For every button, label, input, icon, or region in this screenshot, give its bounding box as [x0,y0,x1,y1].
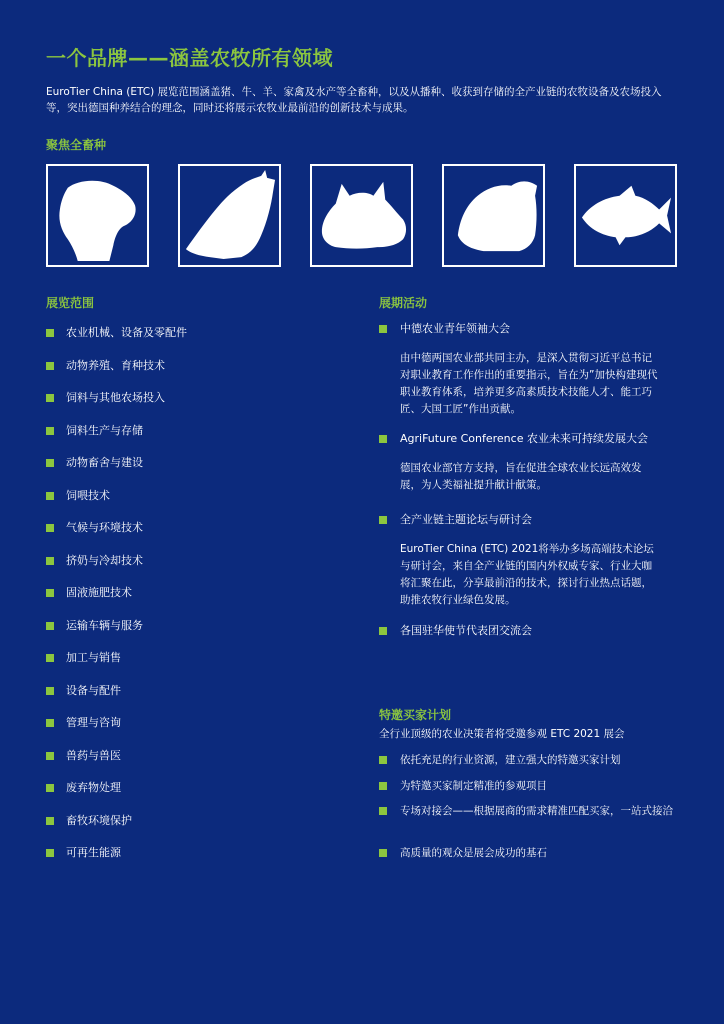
bullet-square-icon [46,817,54,825]
events-heading: 展期活动 [379,296,428,310]
sheep-box [46,164,149,267]
cow-box [178,164,281,267]
event-description: 由中德两国农业部共同主办，是深入贯彻习近平总书记对职业教育工作作出的重要指示，旨在为”加快构建现代职业教育体系，培养更多高素质技术技能人才、能工巧匠、大国工匠”作出贡献。 [400,352,658,415]
bullet-square-icon [46,524,54,532]
bullet-square-icon [379,516,387,524]
pig-icon [312,166,411,265]
animal-icons-row [46,164,682,270]
bullet-square-icon [46,719,54,727]
bullet-square-icon [379,807,387,815]
fish-box [574,164,677,267]
bullet-square-icon [379,627,387,635]
bullet-square-icon [46,329,54,337]
bullet-square-icon [46,394,54,402]
buyer-heading: 特邀买家计划 [379,708,452,722]
bullet-square-icon [46,362,54,370]
cow-icon [180,166,279,265]
bullet-square-icon [46,459,54,467]
bullet-square-icon [46,687,54,695]
bullet-square-icon [46,622,54,630]
bullet-square-icon [379,435,387,443]
bullet-square-icon [46,752,54,760]
intro-paragraph: EuroTier China (ETC) 展览范围涵盖猪、牛、羊、家禽及水产等全畜种，以及从播种、收获到存储的全产业链的农牧设备及农场投入等，突出德国种养结合的理念，同时还将展示农牧业最前沿的创新技术与成果。 [46,86,662,114]
bullet-square-icon [46,557,54,565]
bullet-square-icon [46,589,54,597]
bullet-square-icon [46,654,54,662]
bullet-square-icon [379,849,387,857]
event-title: 全产业链主题论坛与研讨会 [400,513,532,526]
bullet-square-icon [46,492,54,500]
focus-heading: 聚焦全畜种 [46,138,107,152]
bullet-square-icon [379,756,387,764]
scope-heading: 展览范围 [46,296,95,310]
event-title: AgriFuture Conference 农业未来可持续发展大会 [400,432,648,445]
event-description: EuroTier China (ETC) 2021将举办多场高端技术论坛与研讨会，来自全产业链的国内外权威专家、行业大咖将汇聚在此，分享最前沿的技术，探讨行业热点话题，助推农牧行业绿色发展。 [400,543,654,606]
bullet-square-icon [46,849,54,857]
bullet-square-icon [379,782,387,790]
event-title: 各国驻华使节代表团交流会 [400,624,532,637]
chicken-box [442,164,545,267]
pig-box [310,164,413,267]
buyer-intro: 全行业顶级的农业决策者将受邀参观 ETC 2021 展会 [379,728,625,740]
bullet-square-icon [46,427,54,435]
bullet-square-icon [379,325,387,333]
chicken-icon [444,166,543,265]
fish-icon [576,166,675,265]
sheep-icon [48,166,147,265]
event-description: 德国农业部官方支持，旨在促进全球农业长远高效发展，为人类福祉提升献计献策。 [400,462,642,491]
bullet-square-icon [46,784,54,792]
event-title: 中德农业青年领袖大会 [400,322,510,335]
page-title: 一个品牌——涵盖农牧所有领域 [46,46,333,70]
